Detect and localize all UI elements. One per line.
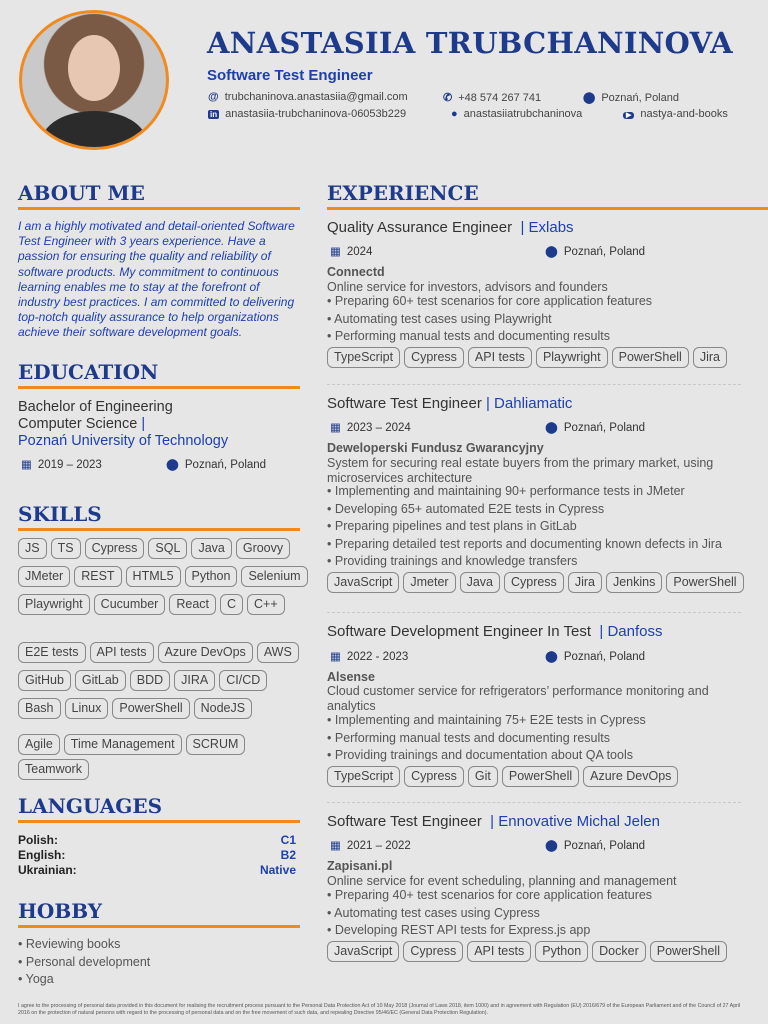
map-pin-icon: ⬤ (545, 651, 558, 663)
skill-tag: API tests (90, 642, 154, 663)
job-location: ⬤ Poznań, Poland (545, 840, 646, 852)
about-text: I am a highly motivated and detail-oriented Software Test Engineer with 3 years experience. Have a passion for ensuring the quality and reliability of software products. My commitment to continuous learning enables me to stay at the forefront of industry best practices. I am committed to delivering top-notch quality assurance to help organizations achieve their software development goals. (18, 219, 295, 340)
job-bullets (327, 887, 652, 940)
skill-tag: Cypress (403, 941, 463, 962)
hobby-list (18, 936, 150, 989)
skill-tag: PowerShell (650, 941, 727, 962)
skills-group-soft (18, 734, 318, 780)
field: Computer Science (18, 416, 138, 432)
map-pin-icon: ⬤ (545, 840, 558, 852)
skill-tag: Cypress (404, 347, 464, 368)
client-name: Deweloperski Fundusz Gwarancyjny (327, 441, 544, 455)
job-tags (327, 766, 757, 787)
list-item: • Automating test cases using Playwright (327, 311, 652, 329)
job-description: Online service for event scheduling, planning and management (327, 874, 677, 888)
job-location: ⬤ Poznań, Poland (545, 422, 646, 434)
skill-tag: Selenium (241, 566, 307, 587)
contact-phone[interactable]: ✆ +48 574 267 741 (443, 92, 542, 104)
job-title-row: Quality Assurance Engineer | Exlabs (327, 219, 574, 236)
list-item: • Automating test cases using Cypress (327, 905, 652, 923)
map-pin-icon: ⬤ (545, 422, 558, 434)
job-description: Online service for investors, advisors and founders (327, 280, 608, 294)
calendar-icon: ▦ (330, 422, 341, 434)
skill-tag: PowerShell (502, 766, 579, 787)
skill-tag: Java (191, 538, 231, 559)
calendar-icon: ▦ (330, 651, 341, 663)
university: Poznań University of Technology (18, 433, 229, 449)
about-rule (18, 207, 300, 210)
skill-tag: NodeJS (194, 698, 252, 719)
skill-tag: Linux (65, 698, 109, 719)
at-icon: @ (208, 91, 219, 103)
skill-tag: BDD (130, 670, 170, 691)
list-item: • Preparing pipelines and test plans in GitLab (327, 518, 722, 536)
job-divider (327, 384, 741, 385)
list-item: • Personal development (18, 954, 150, 972)
degree: Bachelor of Engineering (18, 399, 173, 415)
skills-group-tools (18, 642, 308, 719)
skill-tag: Cypress (504, 572, 564, 593)
job-divider (327, 612, 741, 613)
job-dates: ▦ 2021 – 2022 (330, 840, 411, 852)
skill-tag: Agile (18, 734, 60, 755)
education-location: ⬤ Poznań, Poland (166, 459, 267, 471)
list-item: • Implementing and maintaining 75+ E2E tests in Cypress (327, 712, 646, 730)
skill-tag: Cypress (85, 538, 145, 559)
skill-tag: Jira (568, 572, 602, 593)
gdpr-consent: I agree to the processing of personal data provided in this document for realising the recruitment process pursuant to the Personal Data Protection Act of 10 May 2018 (Journal of Laws 2018, item 1000) and in agreement with Regulation (EU) 2016/679 of the European Parliament and of the Council of 27 April 2016 on the protection of natural persons with regard to the processing of personal data and on the free movement of such data, and repealing Directive 95/46/EC (General Data Protection Regulation). (18, 1003, 741, 1016)
list-item: • Preparing 60+ test scenarios for core application features (327, 293, 652, 311)
skill-tag: Azure DevOps (158, 642, 253, 663)
job-tags (327, 572, 757, 593)
education-block (18, 399, 228, 450)
skill-tag: E2E tests (18, 642, 86, 663)
skill-tag: Time Management (64, 734, 182, 755)
skill-tag: Jmeter (403, 572, 455, 593)
job-title-row: Software Test Engineer | Dahliamatic (327, 395, 573, 412)
job-dates: ▦ 2022 - 2023 (330, 651, 409, 663)
client-name: Connectd (327, 265, 385, 279)
skill-tag: PowerShell (112, 698, 189, 719)
languages-heading: LANGUAGES (18, 794, 163, 818)
field-row (18, 416, 228, 433)
skill-tag: Git (468, 766, 498, 787)
languages-rule (18, 820, 300, 823)
list-item: • Providing trainings and documentation about QA tools (327, 747, 646, 765)
job-description: System for securing real estate buyers from the primary market, using microservices architecture (327, 456, 714, 485)
language-row: Ukrainian: Native (18, 863, 296, 877)
experience-heading: EXPERIENCE (327, 181, 479, 205)
skill-tag: Cypress (404, 766, 464, 787)
experience-rule (327, 207, 768, 210)
skill-tag: TS (51, 538, 81, 559)
client-name: Alsense (327, 670, 375, 684)
skill-tag: Teamwork (18, 759, 89, 780)
job-location: ⬤ Poznań, Poland (545, 651, 646, 663)
map-pin-icon: ⬤ (583, 92, 596, 104)
skill-tag: Cucumber (94, 594, 166, 615)
language-row: English: B2 (18, 848, 296, 862)
contact-email[interactable]: @ trubchaninova.anastasiia@gmail.com (208, 91, 408, 103)
skill-tag: Playwright (18, 594, 90, 615)
skill-tag: Bash (18, 698, 61, 719)
github-icon: ● (451, 108, 458, 120)
list-item: • Preparing 40+ test scenarios for core application features (327, 887, 652, 905)
calendar-icon: ▦ (330, 840, 341, 852)
phone-icon: ✆ (443, 92, 453, 104)
list-item: • Preparing detailed test reports and documenting known defects in Jira (327, 536, 722, 554)
skill-tag: JavaScript (327, 572, 399, 593)
skill-tag: Groovy (236, 538, 290, 559)
list-item: • Implementing and maintaining 90+ performance tests in JMeter (327, 483, 722, 501)
hobby-rule (18, 925, 300, 928)
job-bullets (327, 712, 646, 765)
skill-tag: JIRA (174, 670, 215, 691)
education-rule (18, 386, 300, 389)
skill-tag: CI/CD (219, 670, 267, 691)
contact-linkedin[interactable]: in anastasiia-trubchaninova-06053b229 (210, 108, 407, 120)
skill-tag: React (169, 594, 216, 615)
skill-tag: Python (535, 941, 588, 962)
job-description: Cloud customer service for refrigerators’ performance monitoring and analytics (327, 684, 709, 713)
skill-tag: JavaScript (327, 941, 399, 962)
hobby-heading: HOBBY (18, 899, 103, 923)
job-tags (327, 941, 757, 962)
skill-tag: JMeter (18, 566, 70, 587)
skill-tag: HTML5 (126, 566, 181, 587)
skill-tag: C (220, 594, 243, 615)
job-role: Software Test Engineer (207, 67, 373, 84)
job-bullets (327, 293, 652, 346)
skills-rule (18, 528, 300, 531)
languages-list (18, 833, 296, 878)
skill-tag: AWS (257, 642, 299, 663)
job-tags (327, 347, 757, 368)
map-pin-icon: ⬤ (545, 246, 558, 258)
contact-github[interactable]: ● anastasiiatrubchaninova (451, 108, 583, 120)
job-dates: ▦ 2023 – 2024 (330, 422, 411, 434)
skills-heading: SKILLS (18, 502, 102, 526)
skill-tag: SCRUM (186, 734, 246, 755)
skill-tag: REST (74, 566, 121, 587)
list-item: • Performing manual tests and documenting results (327, 328, 652, 346)
contact-location: ⬤ Poznań, Poland (583, 92, 679, 104)
skill-tag: Python (185, 566, 238, 587)
list-item: • Developing 65+ automated E2E tests in Cypress (327, 501, 722, 519)
contact-youtube[interactable]: ▶ nastya-and-books (623, 108, 728, 120)
calendar-icon: ▦ (330, 246, 341, 258)
linkedin-icon: in (210, 110, 218, 119)
list-item: • Developing REST API tests for Express.js app (327, 922, 652, 940)
profile-photo (19, 10, 169, 150)
job-location: ⬤ Poznań, Poland (545, 246, 646, 258)
skill-tag: PowerShell (666, 572, 743, 593)
skill-tag: Docker (592, 941, 646, 962)
list-item: • Performing manual tests and documenting results (327, 730, 646, 748)
skill-tag: JS (18, 538, 47, 559)
skill-tag: PowerShell (612, 347, 689, 368)
job-bullets (327, 483, 722, 571)
skill-tag: API tests (468, 347, 532, 368)
skill-tag: C++ (247, 594, 285, 615)
skill-tag: Jira (693, 347, 727, 368)
skill-tag: API tests (467, 941, 531, 962)
list-item: • Providing trainings and knowledge transfers (327, 553, 722, 571)
about-heading: ABOUT ME (18, 181, 145, 205)
youtube-icon: ▶ (623, 112, 634, 119)
map-pin-icon: ⬤ (166, 459, 179, 471)
skill-tag: Playwright (536, 347, 608, 368)
photo-shirt (42, 111, 146, 150)
education-heading: EDUCATION (18, 360, 159, 384)
photo-face (68, 35, 120, 101)
field-separator: | (141, 416, 146, 432)
skills-group-languages (18, 538, 308, 615)
job-dates: ▦ 2024 (330, 246, 373, 258)
skill-tag: Azure DevOps (583, 766, 678, 787)
skill-tag: TypeScript (327, 347, 400, 368)
skill-tag: SQL (148, 538, 187, 559)
skill-tag: Jenkins (606, 572, 662, 593)
skill-tag: Java (460, 572, 500, 593)
job-divider (327, 802, 741, 803)
skill-tag: GitHub (18, 670, 71, 691)
client-name: Zapisani.pl (327, 859, 393, 873)
job-title-row: Software Test Engineer | Ennovative Michal Jelen (327, 813, 660, 830)
education-dates: ▦ 2019 – 2023 (21, 459, 102, 471)
language-row: Polish: C1 (18, 833, 296, 847)
list-item: • Yoga (18, 971, 150, 989)
job-title-row: Software Development Engineer In Test | Danfoss (327, 623, 663, 640)
skill-tag: GitLab (75, 670, 126, 691)
skill-tag: TypeScript (327, 766, 400, 787)
full-name: ANASTASIIA TRUBCHANINOVA (207, 26, 733, 60)
calendar-icon: ▦ (21, 459, 32, 471)
list-item: • Reviewing books (18, 936, 150, 954)
